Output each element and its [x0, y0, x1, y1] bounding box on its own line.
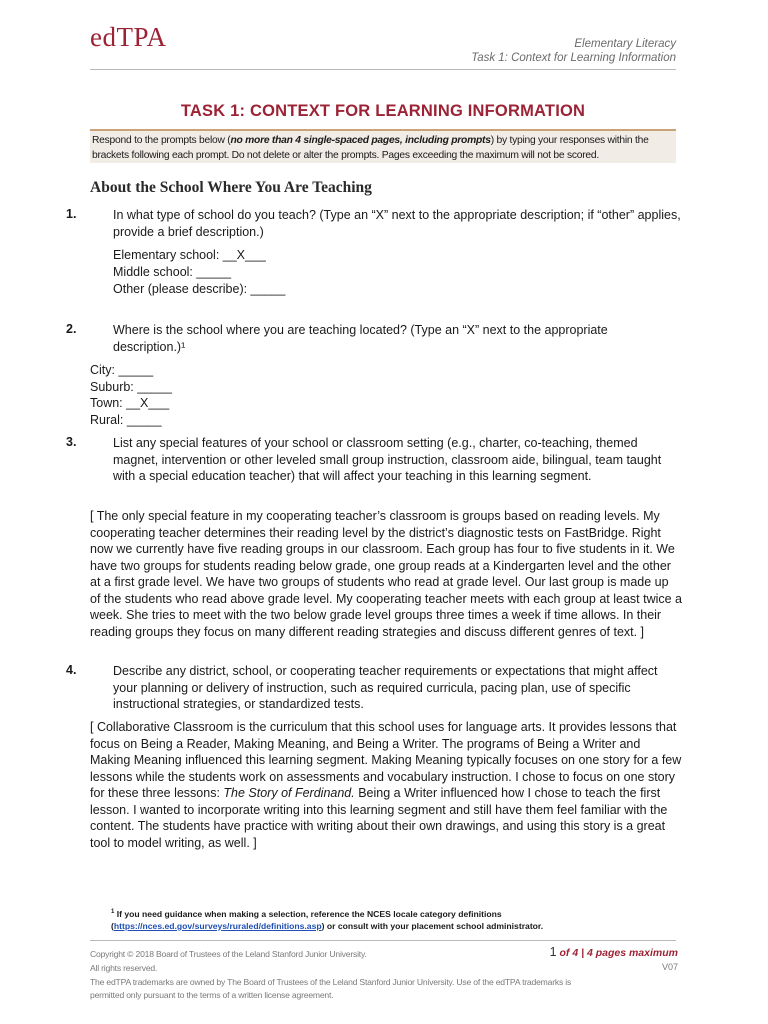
instructions-emphasis: no more than 4 single-spaced pages, including prompts [230, 135, 491, 146]
nces-definitions-link[interactable]: https://nces.ed.gov/surveys/ruraled/definitions.asp [113, 920, 322, 931]
footnote-line2: ) or consult with your placement school administrator. [321, 920, 544, 931]
footnote [111, 906, 691, 932]
q4-response [90, 719, 682, 851]
version-label: V07 [661, 962, 678, 972]
footer-copyright: Copyright © 2018 Board of Trustees of the Leland Stanford Junior University. [90, 949, 367, 959]
edtpa-logo: edTPA [90, 22, 167, 52]
q4-number: 4. [66, 663, 77, 677]
q1-option-other: Other (please describe): _____ [113, 282, 286, 296]
page-title: TASK 1: CONTEXT FOR LEARNING INFORMATION [180, 102, 586, 120]
q4-prompt: Describe any district, school, or cooperating teacher requirements or expectations that might affect your planning or delivery of instruction, such as required curricula, pacing plan, use of specific instructional strategies, or standardized tests. [113, 664, 658, 711]
q2-number: 2. [66, 322, 77, 336]
footer-trademark-line2: permitted only pursuant to the terms of a written license agreement. [90, 990, 334, 1000]
instructions-pre: Respond to the prompts below ( [92, 135, 231, 146]
footnote-mark: 1 [111, 909, 115, 915]
instructions-post: ) by typing your responses within the brackets following each prompt. Do not delete or alter the prompts. Pages exceeding the maximum will not be scored. [92, 135, 649, 161]
q2-option-town: Town: __X___ [90, 396, 170, 410]
header-task: Task 1: Context for Learning Information [471, 52, 676, 64]
q4-response-part-a: [ Collaborative Classroom is the curriculum that this school uses for language arts. It provides lessons that focus on Being a Reader, Making Meaning, and Being a Writer. The programs of Being a Writer and Making Meaning influenced this learning segment. Making Meaning typically focuses on one story for a few lessons while the students work on assessments and vocabulary instruction. I chose to focus on one story for these three lessons: [90, 720, 682, 800]
q2-prompt: Where is the school where you are teaching located? (Type an “X” next to the appropriate description.)¹ [113, 323, 608, 354]
instructions-box [90, 129, 676, 163]
footer-rights: All rights reserved. [90, 963, 158, 973]
q4-book-title: The Story of Ferdinand. [223, 786, 355, 800]
q2-option-suburb: Suburb: _____ [90, 380, 173, 394]
page-current: 1 [549, 945, 557, 959]
q1-option-elementary: Elementary school: __X___ [113, 248, 266, 262]
q1-prompt: In what type of school do you teach? (Type an “X” next to the appropriate description; if “other” applies, provide a brief description.) [113, 208, 681, 239]
q2-option-city: City: _____ [90, 363, 154, 377]
q1-option-middle: Middle school: _____ [113, 265, 232, 279]
q4-response-part-b: Being a Writer influenced how I chose to teach the first lesson. I wanted to incorporate writing into this learning segment and still have them feel familiar with the content. The students have practice with writing about their own drawings, and using this story is a great tool to model writing, as well. ] [90, 786, 668, 850]
header-subject: Elementary Literacy [574, 38, 676, 50]
q3-prompt: List any special features of your school or classroom setting (e.g., charter, co-teaching, themed magnet, intervention or other leveled small group instruction, classroom aide, bilingual, team taught with a special education teacher) that will affect your teaching in this learning segment. [113, 436, 662, 483]
footnote-open-paren: ( [111, 920, 114, 931]
header-divider [90, 69, 676, 70]
q1-number: 1. [66, 207, 77, 221]
footnote-line1: If you need guidance when making a selection, reference the NCES locale category definitions [114, 908, 502, 919]
footer-trademark-line1: The edTPA trademarks are owned by The Board of Trustees of the Leland Stanford Junior University. Use of the edTPA trademarks is [90, 977, 572, 987]
page-of-maximum: of 4 | 4 pages maximum [556, 947, 678, 959]
q3-response: [ The only special feature in my cooperating teacher’s classroom is groups based on reading levels. My cooperating teacher determines their reading level by the district’s diagnostic tests on FastBridge. Right now we currently have five reading groups in our classroom. Each group has four to five students in it. We have two groups for students reading below grade, one group reads at a Kindergarten level and the other at a first grade level. We have two groups of students who read at grade level. Our last group is made up of the students who read above grade level. My cooperating teacher meets with each group at least twice a week. She tries to meet with the two below grade level groups three times a week if time allows. In their reading groups they focus on many different reading strategies and discuss different genres of text. ] [90, 509, 683, 639]
page-indicator [550, 945, 678, 959]
q3-number: 3. [66, 435, 77, 449]
q2-option-rural: Rural: _____ [90, 413, 162, 427]
section-heading: About the School Where You Are Teaching [90, 179, 372, 196]
footer-divider [90, 940, 676, 941]
